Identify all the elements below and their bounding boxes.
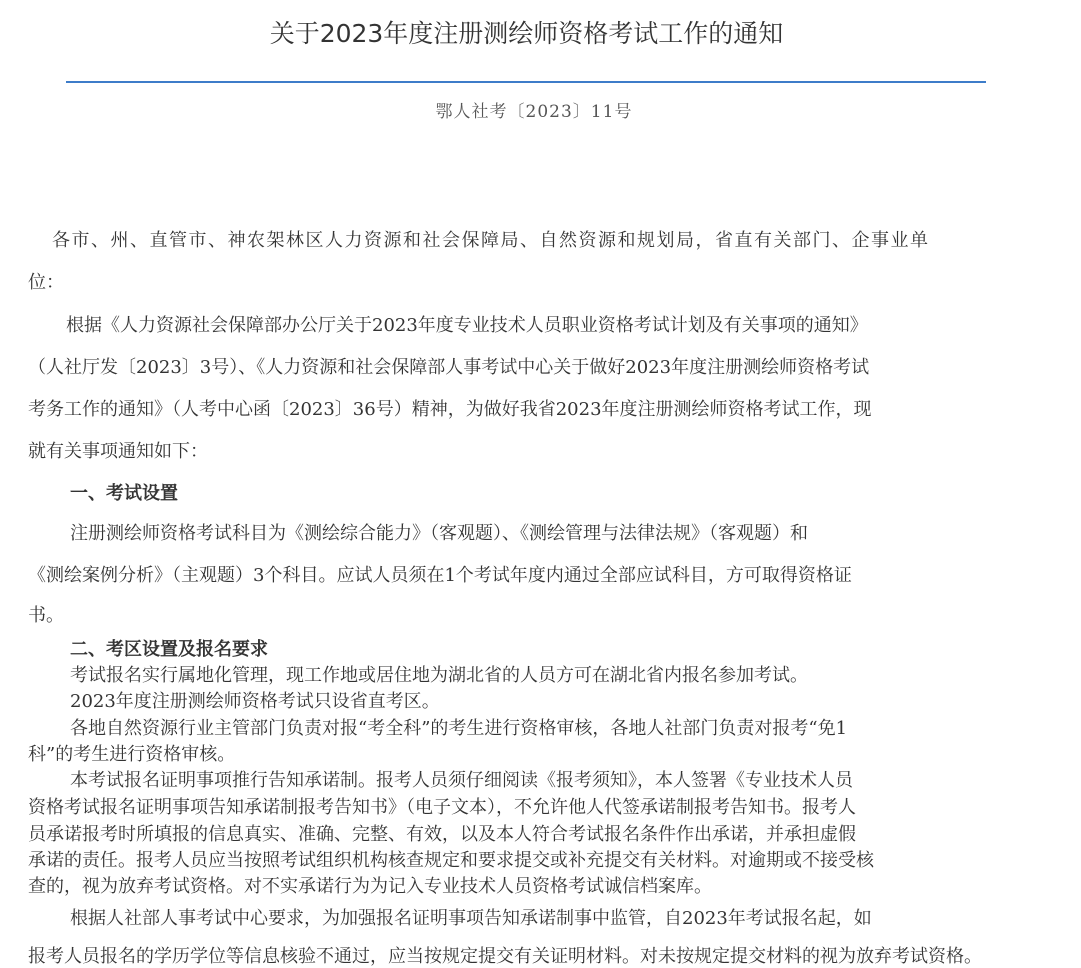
section2-line-11: 报考人员报名的学历学位等信息核验不通过，应当按规定提交有关证明材料。对未按规定提交材料的视为放弃考试资格。 [28, 946, 982, 967]
section2-line-7: 员承诺报考时所填报的信息真实、准确、完整、有效，以及本人符合考试报名条件作出承诺，并承担虚假 [28, 824, 856, 845]
addressee-line-2: 位： [28, 272, 64, 293]
section2-line-5: 本考试报名证明事项推行告知承诺制。报考人员须仔细阅读《报考须知》，本人签署《专业技术人员 [70, 770, 853, 791]
section2-line-10: 根据人社部人事考试中心要求，为加强报名证明事项告知承诺制事中监管，自2023年考试报名起，如 [70, 908, 872, 929]
intro-line-3: 考务工作的通知》（人考中心函〔2023〕36号）精神，为做好我省2023年度注册测绘师资格考试工作，现 [28, 399, 872, 420]
document-number: 鄂人社考〔2023〕11号 [435, 102, 633, 122]
intro-line-2: （人社厅发〔2023〕3号）、《人力资源和社会保障部人事考试中心关于做好2023年度注册测绘师资格考试 [28, 357, 870, 378]
section-heading-1: 一、考试设置 [70, 483, 178, 504]
section1-line-2: 《测绘案例分析》（主观题）3个科目。应试人员须在1个考试年度内通过全部应试科目，方可取得资格证 [28, 565, 852, 586]
section2-line-8: 承诺的责任。报考人员应当按照考试组织机构核查规定和要求提交或补充提交有关材料。对逾期或不接受核 [28, 850, 874, 871]
section2-line-6: 资格考试报名证明事项告知承诺制报考告知书》（电子文本），不允许他人代签承诺制报考告知书。报考人 [28, 797, 856, 818]
section2-line-3: 各地自然资源行业主管部门负责对报“考全科”的考生进行资格审核，各地人社部门负责对报考“免1 [70, 718, 848, 739]
addressee-line-1: 各市、州、直管市、神农架林区人力资源和社会保障局、自然资源和规划局，省直有关部门、企事业单 [52, 230, 930, 251]
section2-line-1: 考试报名实行属地化管理，现工作地或居住地为湖北省的人员方可在湖北省内报名参加考试。 [70, 665, 808, 686]
section2-line-4: 科”的考生进行资格审核。 [28, 744, 236, 765]
intro-line-1: 根据《人力资源社会保障部办公厅关于2023年度专业技术人员职业资格考试计划及有关事项的通知》 [66, 315, 868, 336]
title-divider [66, 81, 986, 83]
section1-line-3: 书。 [28, 605, 64, 626]
section2-line-2: 2023年度注册测绘师资格考试只设省直考区。 [70, 691, 440, 712]
page-title: 关于2023年度注册测绘师资格考试工作的通知 [269, 19, 784, 48]
intro-line-4: 就有关事项通知如下： [28, 441, 208, 462]
section1-line-1: 注册测绘师资格考试科目为《测绘综合能力》（客观题）、《测绘管理与法律法规》（客观题）和 [70, 523, 808, 544]
section-heading-2: 二、考区设置及报名要求 [70, 639, 268, 660]
section2-line-9: 查的，视为放弃考试资格。对不实承诺行为为记入专业技术人员资格考试诚信档案库。 [28, 876, 712, 897]
